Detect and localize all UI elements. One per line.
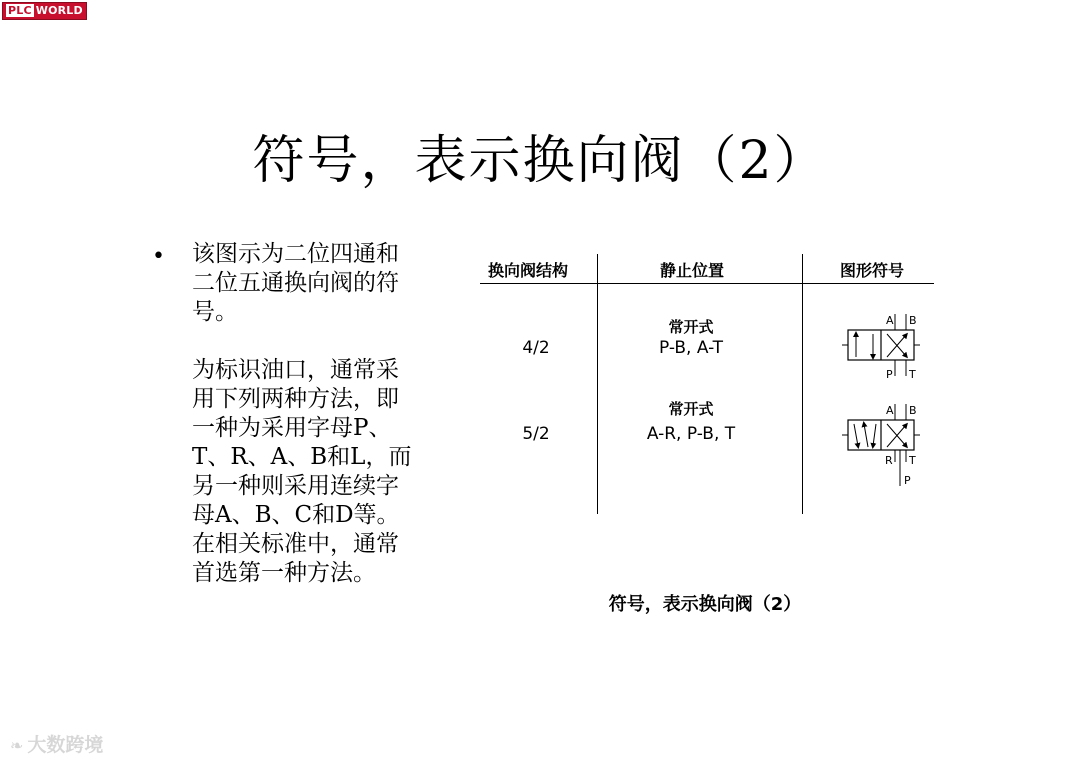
slide-title: 符号，表示换向阀（2）	[252, 131, 828, 191]
row1-type: 常开式	[668, 318, 714, 336]
port-r-label: R	[885, 454, 893, 467]
paragraph-intro: 该图示为二位四通和二位五通换向阀的符号。	[192, 241, 399, 325]
port-b-label: B	[909, 314, 917, 327]
row1-structure: 4/2	[522, 338, 550, 358]
header-graphic-symbol: 图形符号	[840, 261, 905, 280]
port-b-label: B	[909, 404, 917, 417]
port-a-label: A	[886, 404, 894, 417]
header-structure: 换向阀结构	[488, 261, 569, 280]
port-t-label: T	[909, 454, 916, 467]
row2-connections: A-R, P-B, T	[646, 424, 736, 444]
column-divider-2	[802, 254, 803, 514]
port-t-label: T	[909, 368, 916, 381]
row2-structure: 5/2	[522, 424, 550, 444]
logo-plc-text: PLC	[8, 4, 32, 17]
bullet-text	[192, 240, 414, 588]
watermark	[10, 730, 103, 757]
valve-symbol-figure	[466, 240, 944, 624]
figure-caption: 符号，表示换向阀（2）	[608, 594, 802, 615]
row2-type: 常开式	[668, 400, 714, 418]
plc-world-logo	[2, 2, 87, 20]
valve-4-2-symbol	[840, 310, 920, 382]
header-divider	[480, 283, 934, 284]
paragraph-methods: 为标识油口，通常采用下列两种方法，即一种为采用字母P、T、R、A、B和L，而另一种则采用连续字母A、B、C和D等。在相关标准中，通常首选第一种方法。	[192, 357, 412, 586]
bullet-icon: •	[152, 244, 165, 269]
logo-world-text: WORLD	[35, 4, 83, 17]
port-a-label: A	[886, 314, 894, 327]
valve-5-2-symbol	[840, 400, 920, 490]
port-p-label: P	[886, 368, 893, 381]
watermark-text: 大数跨境	[27, 734, 104, 756]
header-rest-position: 静止位置	[660, 261, 725, 280]
port-p-label: P	[904, 474, 911, 487]
column-divider-1	[597, 254, 598, 514]
watermark-logo-icon: ❧	[10, 736, 24, 755]
row1-connections: P-B, A-T	[658, 338, 724, 358]
